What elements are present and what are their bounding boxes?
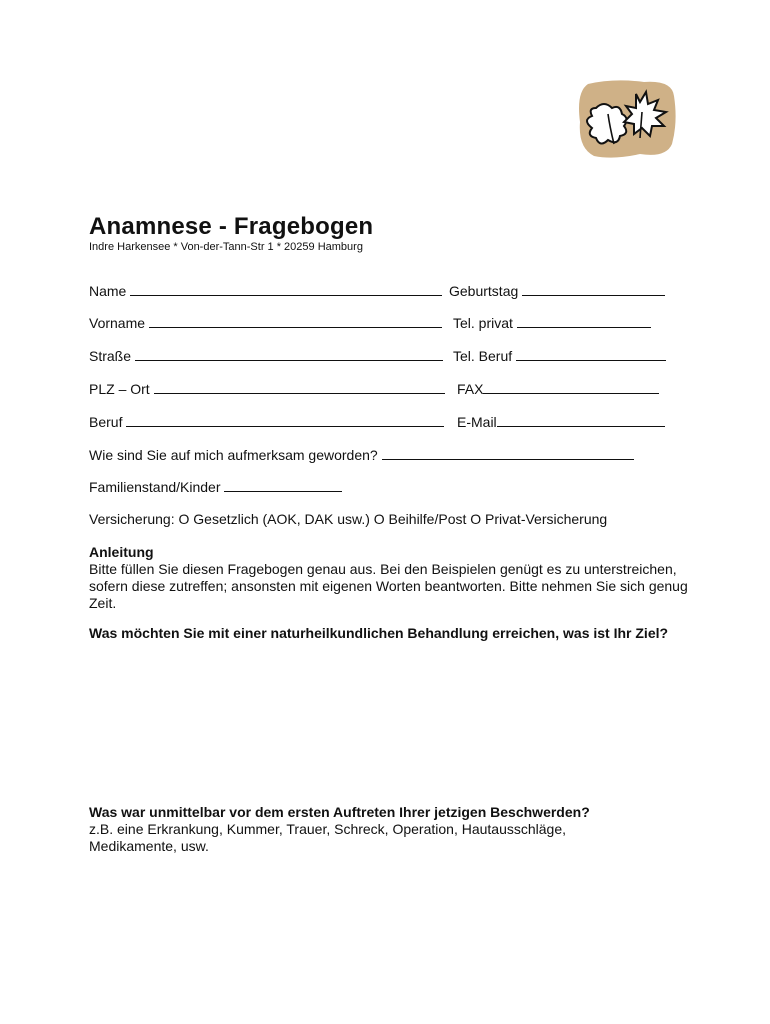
row-tel-beruf [453, 348, 666, 364]
beruf-label: Beruf [89, 414, 123, 430]
row-plz-ort [89, 381, 445, 397]
row-familienstand [89, 479, 342, 495]
fax-field[interactable] [483, 381, 659, 394]
question-goal: Was möchten Sie mit einer naturheilkundlichen Behandlung erreichen, was ist Ihr Ziel? [89, 625, 669, 641]
familienstand-label: Familienstand/Kinder [89, 479, 221, 495]
aufmerksam-label: Wie sind Sie auf mich aufmerksam geworden? [89, 447, 378, 463]
page-title: Anamnese - Fragebogen [89, 213, 374, 240]
name-field[interactable] [130, 283, 442, 296]
anleitung-section [89, 544, 689, 612]
anleitung-heading: Anleitung [89, 544, 154, 560]
plz-ort-label: PLZ – Ort [89, 381, 150, 397]
row-vorname [89, 315, 442, 331]
row-fax [457, 381, 659, 397]
anleitung-text: Bitte füllen Sie diesen Fragebogen genau aus. Bei den Beispielen genügt es zu unterstreichen, sofern diese zutreffen; ansonsten mit eigenen Worten beantworten. Bitte nehmen Sie sich genug Zeit. [89, 561, 688, 611]
question-onset-text: Was war unmittelbar vor dem ersten Auftreten Ihrer jetzigen Beschwerden? [89, 804, 590, 820]
versicherung-label: Versicherung: O Gesetzlich (AOK, DAK usw.) O Beihilfe/Post O Privat-Versicherung [89, 511, 608, 527]
beruf-field[interactable] [126, 414, 444, 427]
fax-label: FAX [457, 381, 484, 397]
aufmerksam-field[interactable] [382, 447, 634, 460]
tel-beruf-field[interactable] [516, 348, 666, 361]
tel-privat-field[interactable] [517, 315, 651, 328]
row-name [89, 283, 442, 299]
vorname-field[interactable] [149, 315, 442, 328]
row-versicherung [89, 511, 607, 527]
autumn-leaves-icon [574, 78, 680, 164]
row-tel-privat [453, 315, 651, 331]
address-line: Indre Harkensee * Von-der-Tann-Str 1 * 20259 Hamburg [89, 241, 363, 253]
row-aufmerksam [89, 447, 634, 463]
row-strasse [89, 348, 443, 364]
plz-ort-field[interactable] [154, 381, 445, 394]
email-label: E-Mail [457, 414, 497, 430]
tel-privat-label: Tel. privat [453, 315, 513, 331]
question-onset-hint: z.B. eine Erkrankung, Kummer, Trauer, Schreck, Operation, Hautausschläge, Medikamente, usw. [89, 821, 567, 854]
strasse-label: Straße [89, 348, 132, 364]
row-beruf [89, 414, 444, 430]
geburtstag-label: Geburtstag [449, 283, 519, 299]
tel-beruf-label: Tel. Beruf [453, 348, 513, 364]
row-email [457, 414, 665, 430]
vorname-label: Vorname [89, 315, 146, 331]
familienstand-field[interactable] [224, 479, 342, 492]
email-field[interactable] [497, 414, 665, 427]
strasse-field[interactable] [135, 348, 443, 361]
autumn-leaves-logo [574, 78, 680, 164]
name-label: Name [89, 283, 127, 299]
geburtstag-field[interactable] [522, 283, 665, 296]
row-geburtstag [449, 283, 665, 299]
question-onset [89, 804, 689, 855]
